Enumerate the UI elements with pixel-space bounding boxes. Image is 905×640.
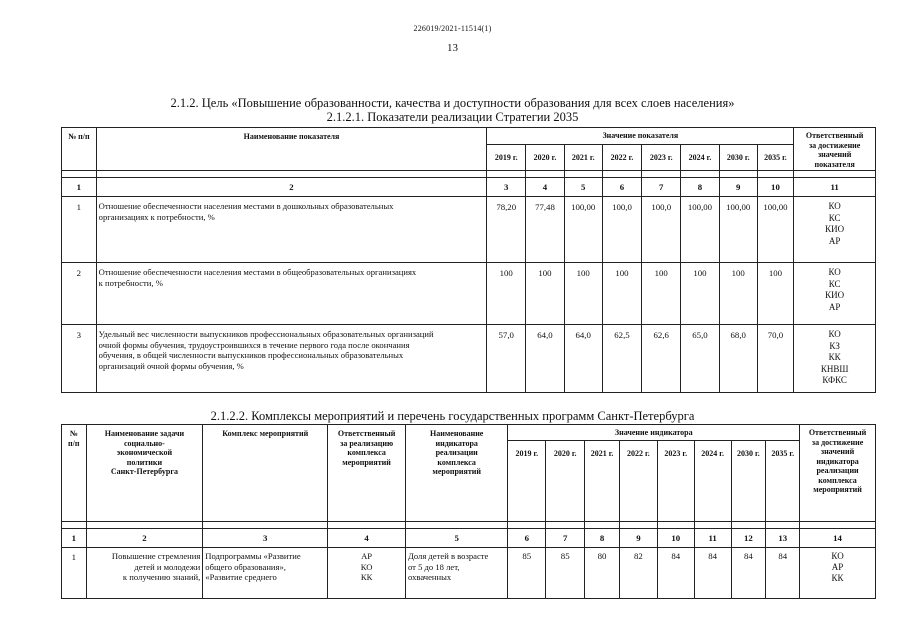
value-cell: 100,00 [564, 197, 602, 263]
responsible-cell [794, 325, 876, 393]
header-text: реализации [435, 448, 478, 457]
header-responsible [794, 128, 876, 171]
column-index: 12 [731, 529, 766, 548]
header-num: № п/п [62, 128, 97, 171]
column-index: 6 [602, 178, 642, 197]
header-year: 2024 г. [694, 441, 731, 522]
header-year: 2023 г. [642, 145, 681, 171]
indicator-name-line: Удельный вес численности выпускников профессиональных образовательных организаций [98, 329, 434, 339]
header-text: мероприятий [342, 457, 391, 467]
responsible-abbr: КФКС [822, 375, 847, 385]
column-index: 14 [800, 529, 876, 548]
header-indicator-values: Значение индикатора [508, 425, 800, 441]
value-cell: 100,00 [719, 197, 757, 263]
value-cell: 100 [487, 263, 526, 325]
task-name-line: к получению знаний, [122, 572, 201, 582]
header-text: за достижение [811, 437, 864, 447]
responsible-abbr: КИО [825, 224, 845, 234]
column-index: 8 [681, 178, 720, 197]
header-text: социально- [124, 438, 165, 448]
header-text: комплекса [347, 448, 386, 457]
header-year: 2021 г. [564, 145, 602, 171]
column-index: 8 [585, 529, 620, 548]
value-cell: 100 [564, 263, 602, 325]
table-row [62, 263, 876, 325]
responsible-abbr: КО [828, 201, 841, 211]
column-index: 11 [794, 178, 876, 197]
header-text: реализации [816, 466, 859, 475]
value-cell: 64,0 [564, 325, 602, 393]
header-text: политики [126, 457, 163, 467]
task-name [86, 548, 203, 599]
indicators-table [61, 127, 876, 393]
value-cell: 84 [731, 548, 766, 599]
document-id: 226019/2021-11514(1) [413, 24, 492, 33]
header-text: Ответственный [808, 428, 867, 437]
header-resp-indicator [800, 425, 876, 522]
column-index: 4 [328, 529, 406, 548]
complex-name-line: «Развитие среднего [205, 572, 277, 582]
header-text: экономической [116, 448, 173, 457]
indicator-name-line: организаций очной формы обучения, % [98, 360, 244, 371]
value-cell: 84 [657, 548, 694, 599]
indicator-name [406, 548, 508, 599]
header-text: мероприятий [813, 485, 862, 494]
header-text: мероприятий [432, 467, 481, 476]
responsible-abbr: КК [828, 352, 841, 362]
value-cell: 62,5 [602, 325, 642, 393]
resp-indicator-cell [800, 548, 876, 599]
header-year: 2019 г. [508, 441, 546, 522]
responsible-abbr: КО [828, 329, 841, 339]
value-cell: 100 [681, 263, 720, 325]
responsible-abbr: КС [828, 212, 841, 223]
header-indicator-name: Наименование показателя [96, 128, 487, 171]
complex-name-line: Подпрограммы «Развитие [205, 551, 301, 561]
value-cell: 100 [719, 263, 757, 325]
header-indicator [406, 425, 508, 522]
value-cell: 84 [694, 548, 731, 599]
column-index: 10 [757, 178, 794, 197]
header-year: 2023 г. [657, 441, 694, 522]
header-text: комплекса [818, 475, 857, 485]
value-cell: 100,0 [642, 197, 681, 263]
header-year: 2035 г. [766, 441, 800, 522]
table-row [62, 197, 876, 263]
header-task [86, 425, 203, 522]
value-cell: 100 [526, 263, 565, 325]
responsible-cell [794, 197, 876, 263]
value-cell: 57,0 [487, 325, 526, 393]
header-resp-complex [328, 425, 406, 522]
page-number: 13 [447, 42, 458, 54]
value-cell: 100,00 [757, 197, 794, 263]
header-year: 2022 г. [602, 145, 642, 171]
column-index: 9 [619, 529, 657, 548]
responsible-abbr: КС [828, 278, 841, 289]
header-year: 2030 г. [719, 145, 757, 171]
header-text: Ответственный [337, 429, 396, 438]
indicator-name-line: охваченных [408, 572, 452, 582]
header-text: показателя [814, 159, 855, 169]
header-year: 2022 г. [619, 441, 657, 522]
indicator-name-line: организациях к потребности, % [98, 211, 215, 222]
section-heading-2: 2.1.2.2. Комплексы мероприятий и перечень государственных программ Санкт-Петербурга [210, 409, 695, 423]
table-row [62, 325, 876, 393]
indicator-name [96, 197, 487, 263]
column-index: 1 [62, 529, 87, 548]
header-year: 2030 г. [731, 441, 766, 522]
header-values: Значение показателя [487, 128, 794, 145]
responsible-abbr: АР [831, 562, 844, 572]
header-text: № [69, 429, 78, 438]
value-cell: 100 [602, 263, 642, 325]
task-name-line: детей и молодежи [134, 561, 201, 572]
header-text: за достижение [808, 140, 861, 150]
row-num: 2 [62, 263, 97, 325]
value-cell: 64,0 [526, 325, 565, 393]
value-cell: 85 [508, 548, 546, 599]
row-num: 3 [62, 325, 97, 393]
indicator-name-line: к потребности, % [98, 277, 163, 288]
responsible-abbr: АР [828, 235, 841, 246]
column-index: 9 [719, 178, 757, 197]
column-index: 2 [86, 529, 203, 548]
task-name-line: Повышение стремления [111, 551, 201, 561]
value-cell: 84 [766, 548, 800, 599]
indicator-name-line: от 5 до 18 лет, [408, 561, 460, 572]
column-index: 4 [526, 178, 565, 197]
indicator-name [96, 263, 487, 325]
indicator-name-line: очной формы обучения, трудоустроившихся в течение первого года после окончания [98, 339, 410, 350]
header-text: Наименование задачи [104, 429, 185, 438]
column-index: 2 [96, 178, 487, 197]
value-cell: 68,0 [719, 325, 757, 393]
header-text: за реализацию [340, 438, 394, 448]
table-row [62, 548, 876, 599]
header-complex: Комплекс мероприятий [203, 425, 328, 522]
header-text: п/п [68, 438, 80, 448]
header-text: значений [817, 150, 852, 159]
header-num [62, 425, 87, 522]
header-text: Ответственный [805, 131, 864, 140]
column-index: 10 [657, 529, 694, 548]
column-index: 1 [62, 178, 97, 197]
responsible-abbr: КО [360, 561, 373, 572]
complex-name [203, 548, 328, 599]
header-year: 2021 г. [585, 441, 620, 522]
header-text: Санкт-Петербурга [110, 467, 178, 476]
header-text: Наименование [430, 429, 484, 438]
column-index: 5 [564, 178, 602, 197]
header-year: 2035 г. [757, 145, 794, 171]
value-cell: 78,20 [487, 197, 526, 263]
responsible-abbr: КИО [825, 290, 845, 300]
responsible-abbr: КК [360, 572, 373, 582]
value-cell: 100 [757, 263, 794, 325]
indicator-name-line: Отношение обеспеченности населения местами в общеобразовательных организациях [98, 267, 417, 277]
header-text: индикатора [816, 456, 859, 466]
row-num: 1 [62, 548, 87, 599]
responsible-abbr: АР [361, 551, 373, 561]
value-cell: 80 [585, 548, 620, 599]
header-year: 2019 г. [487, 145, 526, 171]
header-text: индикатора [435, 438, 478, 448]
section-subheading: 2.1.2.1. Показатели реализации Стратегии 2035 [326, 110, 579, 124]
column-index: 13 [766, 529, 800, 548]
value-cell: 100 [642, 263, 681, 325]
value-cell: 100,0 [602, 197, 642, 263]
value-cell: 70,0 [757, 325, 794, 393]
value-cell: 77,48 [526, 197, 565, 263]
header-text: комплекса [437, 457, 476, 467]
column-index: 6 [508, 529, 546, 548]
header-year: 2020 г. [526, 145, 565, 171]
responsible-cell [794, 263, 876, 325]
indicator-name [96, 325, 487, 393]
column-index: 7 [642, 178, 681, 197]
value-cell: 65,0 [681, 325, 720, 393]
indicator-name-line: Отношение обеспеченности населения местами в дошкольных образовательных [98, 201, 394, 211]
row-num: 1 [62, 197, 97, 263]
responsible-abbr: КНВШ [820, 363, 849, 374]
column-index: 3 [203, 529, 328, 548]
measures-table [61, 424, 876, 599]
column-index: 7 [546, 529, 585, 548]
resp-complex-cell [328, 548, 406, 599]
header-year: 2020 г. [546, 441, 585, 522]
header-year: 2024 г. [681, 145, 720, 171]
indicator-name-line: Доля детей в возрасте [408, 551, 489, 561]
responsible-abbr: АР [828, 301, 841, 312]
section-heading: 2.1.2. Цель «Повышение образованности, качества и доступности образования для всех слоев населения» [170, 96, 735, 110]
value-cell: 85 [546, 548, 585, 599]
value-cell: 100,00 [681, 197, 720, 263]
responsible-abbr: КО [828, 267, 841, 277]
complex-name-line: общего образования», [205, 561, 286, 572]
responsible-abbr: КЗ [829, 340, 840, 351]
indicator-name-line: обучения, в общей численности выпускников профессиональных образовательных [98, 350, 404, 360]
responsible-abbr: КО [831, 551, 844, 561]
responsible-abbr: КК [831, 573, 844, 583]
header-text: значений [820, 447, 855, 456]
column-index: 11 [694, 529, 731, 548]
value-cell: 62,6 [642, 325, 681, 393]
column-index: 5 [406, 529, 508, 548]
value-cell: 82 [619, 548, 657, 599]
column-index: 3 [487, 178, 526, 197]
